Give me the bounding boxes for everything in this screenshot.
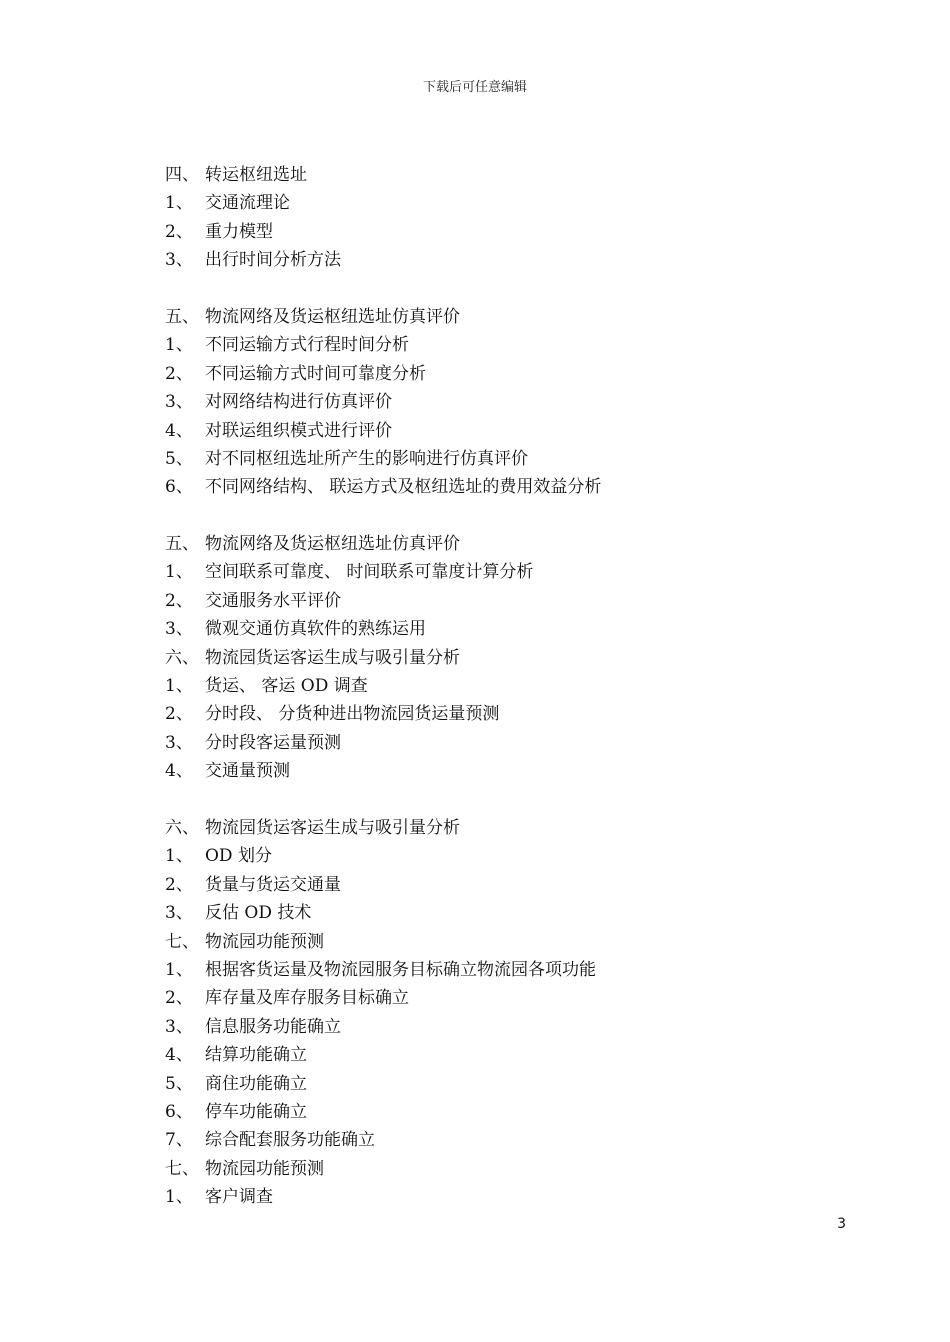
item-number: 1、 [165, 846, 193, 867]
item-text: 货运、 客运 OD 调查 [205, 676, 368, 697]
list-item [165, 757, 865, 785]
list-item [165, 1098, 865, 1126]
item-text: 库存量及库存服务目标确立 [205, 988, 409, 1009]
blank-line [165, 502, 865, 530]
list-item [165, 956, 865, 984]
section-heading [165, 161, 865, 189]
list-item [165, 899, 865, 927]
blank-line [165, 786, 865, 814]
item-text: 结算功能确立 [205, 1045, 307, 1066]
item-text: 交通流理论 [205, 193, 290, 214]
item-text: 转运枢纽选址 [205, 165, 307, 185]
list-item [165, 360, 865, 388]
item-number: 3、 [165, 1016, 193, 1037]
list-item [165, 842, 865, 870]
item-text: 综合配套服务功能确立 [205, 1130, 375, 1151]
item-text: 对联运组织模式进行评价 [205, 420, 392, 441]
item-number: 2、 [165, 590, 193, 611]
list-item [165, 871, 865, 899]
list-item [165, 672, 865, 700]
item-number: 4、 [165, 1045, 193, 1066]
item-text: OD 划分 [205, 846, 272, 867]
item-number: 5、 [165, 448, 193, 469]
item-number: 6、 [165, 477, 193, 498]
item-number: 五、 [165, 534, 199, 555]
item-text: 货量与货运交通量 [205, 874, 341, 895]
item-text: 停车功能确立 [205, 1101, 307, 1122]
item-number: 4、 [165, 420, 193, 441]
item-text: 根据客货运量及物流园服务目标确立物流园各项功能 [205, 959, 596, 980]
item-number: 4、 [165, 761, 193, 782]
list-item [165, 984, 865, 1012]
item-number: 3、 [165, 392, 193, 413]
item-number: 1、 [165, 335, 193, 356]
item-text: 物流园货运客运生成与吸引量分析 [205, 817, 460, 838]
item-number: 2、 [165, 988, 193, 1009]
list-item [165, 1183, 865, 1211]
item-text: 空间联系可靠度、 时间联系可靠度计算分析 [205, 562, 534, 583]
document-body [165, 161, 865, 1211]
list-item [165, 587, 865, 615]
list-item [165, 246, 865, 274]
item-text: 不同运输方式行程时间分析 [205, 335, 409, 356]
blank-line [165, 275, 865, 303]
item-text: 重力模型 [205, 221, 273, 242]
item-number: 6、 [165, 1101, 193, 1122]
item-number: 六、 [165, 647, 199, 668]
list-item [165, 729, 865, 757]
item-text: 对网络结构进行仿真评价 [205, 392, 392, 413]
item-number: 七、 [165, 931, 199, 952]
section-heading [165, 303, 865, 331]
item-text: 微观交通仿真软件的熟练运用 [205, 619, 426, 640]
item-number: 五、 [165, 306, 199, 327]
list-item [165, 417, 865, 445]
item-text: 物流网络及货运枢纽选址仿真评价 [205, 306, 460, 327]
list-item [165, 218, 865, 246]
item-text: 客户调查 [205, 1187, 273, 1208]
section-heading [165, 814, 865, 842]
item-text: 物流网络及货运枢纽选址仿真评价 [205, 534, 460, 555]
page-header: 下载后可任意编辑 [422, 80, 527, 95]
item-number: 3、 [165, 903, 193, 924]
section-heading [165, 644, 865, 672]
item-text: 不同网络结构、 联运方式及枢纽选址的费用效益分析 [205, 477, 602, 498]
list-item [165, 1126, 865, 1154]
item-number: 3、 [165, 732, 193, 753]
list-item [165, 331, 865, 359]
list-item [165, 388, 865, 416]
item-number: 2、 [165, 221, 193, 242]
item-number: 2、 [165, 874, 193, 895]
item-text: 反估 OD 技术 [205, 903, 312, 924]
list-item [165, 473, 865, 501]
item-text: 信息服务功能确立 [205, 1016, 341, 1037]
item-text: 分时段、 分货种进出物流园货运量预测 [205, 704, 500, 725]
item-text: 分时段客运量预测 [205, 732, 341, 753]
list-item [165, 189, 865, 217]
item-text: 物流园功能预测 [205, 1158, 324, 1179]
item-number: 四、 [165, 165, 199, 185]
list-item [165, 558, 865, 586]
item-number: 六、 [165, 817, 199, 838]
item-text: 物流园货运客运生成与吸引量分析 [205, 647, 460, 668]
section-heading [165, 928, 865, 956]
item-text: 交通量预测 [205, 761, 290, 782]
item-number: 七、 [165, 1158, 199, 1179]
item-text: 出行时间分析方法 [205, 250, 341, 271]
list-item [165, 1013, 865, 1041]
list-item [165, 445, 865, 473]
item-number: 2、 [165, 704, 193, 725]
item-text: 物流园功能预测 [205, 931, 324, 952]
item-number: 2、 [165, 363, 193, 384]
item-number: 7、 [165, 1130, 193, 1151]
item-text: 不同运输方式时间可靠度分析 [205, 363, 426, 384]
item-number: 1、 [165, 676, 193, 697]
section-heading [165, 1155, 865, 1183]
item-number: 1、 [165, 959, 193, 980]
item-number: 3、 [165, 250, 193, 271]
item-text: 交通服务水平评价 [205, 590, 341, 611]
item-text: 对不同枢纽选址所产生的影响进行仿真评价 [205, 448, 528, 469]
list-item [165, 1070, 865, 1098]
page-number: 3 [837, 1216, 846, 1232]
list-item [165, 1041, 865, 1069]
item-text: 商住功能确立 [205, 1073, 307, 1094]
item-number: 5、 [165, 1073, 193, 1094]
item-number: 1、 [165, 1187, 193, 1208]
item-number: 1、 [165, 193, 193, 214]
item-number: 3、 [165, 619, 193, 640]
list-item [165, 700, 865, 728]
section-heading [165, 530, 865, 558]
list-item [165, 615, 865, 643]
item-number: 1、 [165, 562, 193, 583]
